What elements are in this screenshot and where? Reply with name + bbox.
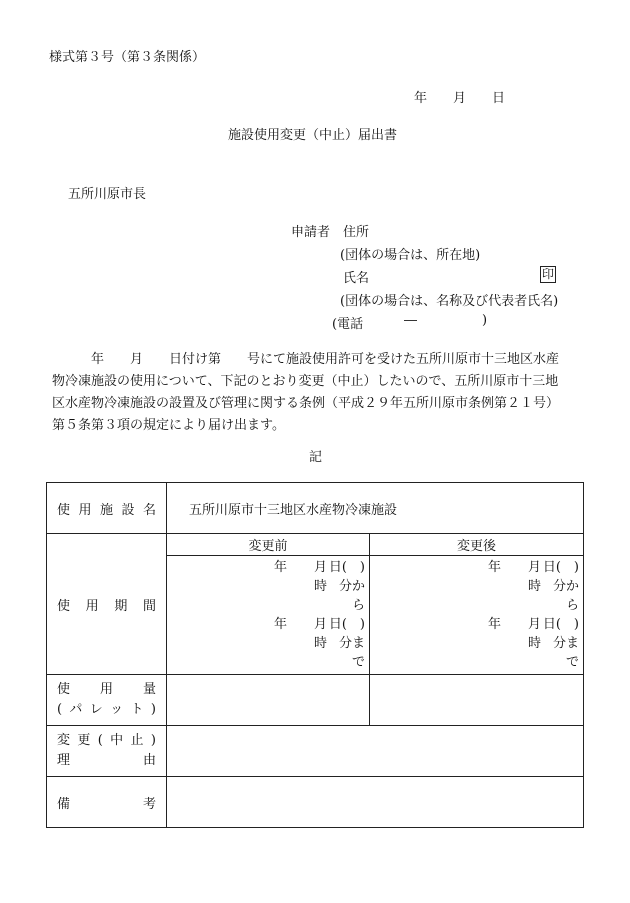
address-note: (団体の場合は、所在地) bbox=[340, 248, 481, 263]
quantity-before-cell[interactable] bbox=[167, 675, 370, 726]
date-line: 年 月 日 bbox=[414, 91, 506, 106]
applicant-label: 申請者 bbox=[291, 225, 331, 240]
period-label: 使 用 期 間 bbox=[47, 534, 167, 675]
remarks-row bbox=[47, 777, 584, 828]
body-line: 物冷凍施設の使用について、下記のとおり変更（中止）したいので、五所川原市十三地 bbox=[52, 374, 559, 389]
application-table bbox=[46, 482, 584, 828]
after-change-header: 変更後 bbox=[370, 534, 584, 556]
address-label: 住所 bbox=[343, 225, 370, 240]
body-line: 区水産物冷凍施設の設置及び管理に関する条例（平成２９年五所川原市条例第２１号） bbox=[52, 396, 560, 411]
quantity-row bbox=[47, 675, 584, 726]
quantity-label: 使 用 量 ( パ レ ッ ト ) bbox=[47, 675, 167, 726]
remarks-value-cell[interactable] bbox=[167, 777, 584, 828]
body-paragraph bbox=[52, 349, 587, 437]
name-label: 氏名 bbox=[343, 271, 370, 286]
ki-heading: 記 bbox=[309, 450, 323, 465]
reason-value-cell[interactable] bbox=[167, 726, 584, 777]
body-line: 年 月 日付け第 号にて施設使用許可を受けた五所川原市十三地区水産 bbox=[52, 352, 560, 367]
phone-close: ) bbox=[482, 313, 488, 328]
phone-dash: ― bbox=[404, 313, 417, 328]
reason-row bbox=[47, 726, 584, 777]
facility-value: 五所川原市十三地区水産物冷凍施設 bbox=[167, 483, 584, 534]
period-header-row bbox=[47, 534, 584, 556]
before-change-header: 変更前 bbox=[167, 534, 370, 556]
body-line: 第５条第３項の規定により届け出ます。 bbox=[52, 418, 285, 433]
period-after-cell[interactable]: 年 月 日( ) 時 分から 年 月 日( ) 時 分まで bbox=[370, 556, 584, 675]
phone-open: (電話 bbox=[332, 317, 364, 332]
facility-row bbox=[47, 483, 584, 534]
addressee: 五所川原市長 bbox=[68, 187, 147, 202]
form-number: 様式第３号（第３条関係） bbox=[49, 50, 206, 65]
period-before-cell[interactable]: 年 月 日( ) 時 分から 年 月 日( ) 時 分まで bbox=[167, 556, 370, 675]
reason-label: 変 更 ( 中 止 ) 理 由 bbox=[47, 726, 167, 777]
name-note: (団体の場合は、名称及び代表者氏名) bbox=[340, 294, 559, 309]
facility-label: 使 用 施 設 名 bbox=[47, 483, 167, 534]
quantity-after-cell[interactable] bbox=[370, 675, 584, 726]
document-title: 施設使用変更（中止）届出書 bbox=[228, 128, 398, 143]
seal-mark: 印 bbox=[542, 267, 555, 281]
remarks-label: 備 考 bbox=[47, 777, 167, 828]
